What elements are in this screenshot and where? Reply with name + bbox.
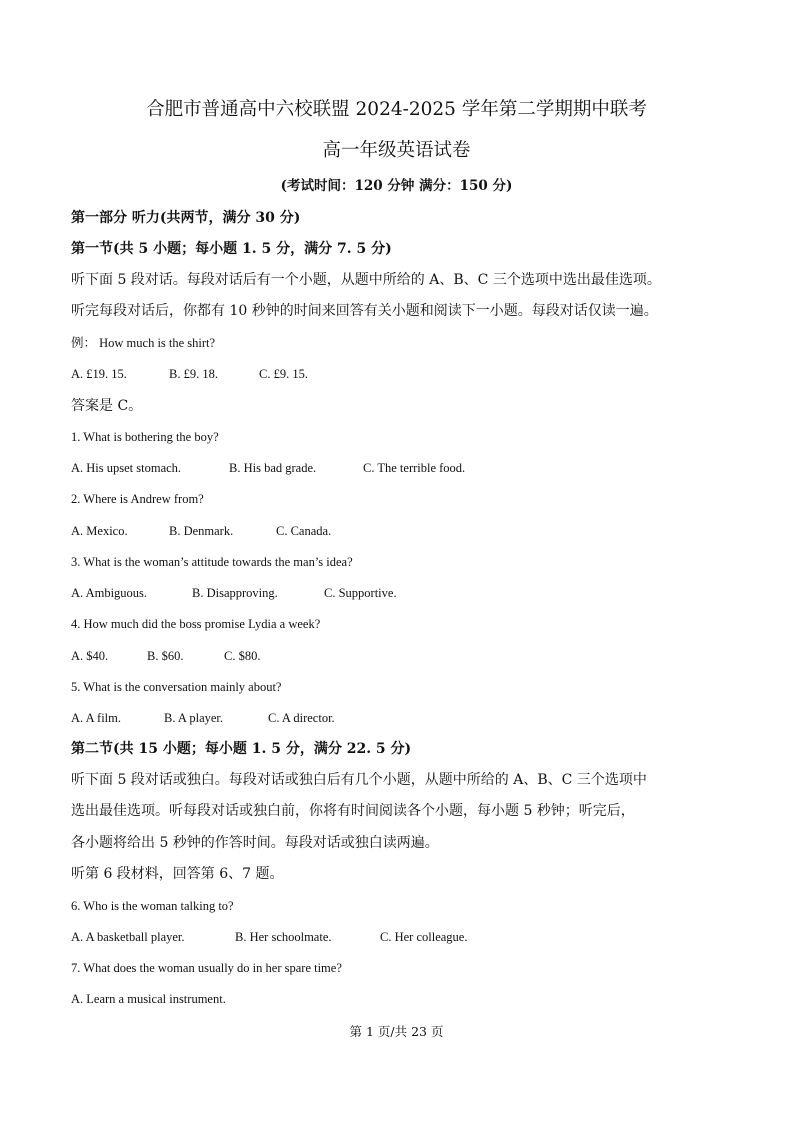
question-5-option-a: A. A film.	[71, 711, 122, 725]
part1-heading: 第一部分 听力(共两节，满分 30 分)	[71, 210, 301, 226]
question-7-options	[71, 993, 226, 1006]
question-2-option-b: B. Denmark.	[169, 524, 234, 538]
question-5-option-c: C. A director.	[268, 711, 335, 725]
question-4-options	[71, 650, 260, 663]
example-option-a: A. £19. 15.	[71, 367, 127, 381]
question-1-option-a: A. His upset stomach.	[71, 461, 182, 475]
question-6-option-b: B. Her schoolmate.	[235, 930, 332, 944]
question-5-options	[71, 712, 335, 725]
material-note: 听第 6 段材料，回答第 6、7 题。	[71, 866, 284, 882]
question-3-options	[71, 587, 397, 600]
example-options	[71, 368, 308, 381]
section1-instruction-1: 听下面 5 段对话。每段对话后有一个小题，从题中所给的 A、B、C 三个选项中选出最佳选项。	[71, 272, 661, 288]
example-answer: 答案是 C。	[71, 398, 143, 414]
question-3-option-c: C. Supportive.	[324, 586, 397, 600]
question-7: 7. What does the woman usually do in her spare time?	[71, 961, 342, 975]
question-2: 2. Where is Andrew from?	[71, 492, 204, 506]
question-5-option-b: B. A player.	[164, 711, 224, 725]
exam-info: (考试时间：120 分钟 满分：150 分)	[280, 178, 513, 194]
question-3-option-a: A. Ambiguous.	[71, 586, 148, 600]
question-4-option-b: B. $60.	[147, 649, 184, 663]
question-4: 4. How much did the boss promise Lydia a week?	[71, 617, 321, 631]
question-6-options	[71, 931, 467, 944]
question-2-option-a: A. Mexico.	[71, 524, 128, 538]
page-number: 第 1 页/共 23 页	[349, 1024, 444, 1039]
example-option-b: B. £9. 18.	[169, 367, 218, 381]
example-option-c: C. £9. 15.	[259, 367, 308, 381]
question-6-option-c: C. Her colleague.	[380, 930, 468, 944]
question-6: 6. Who is the woman talking to?	[71, 899, 234, 913]
question-1-options	[71, 462, 465, 475]
section2-instruction-1: 听下面 5 段对话或独白。每段对话或独白后有几个小题，从题中所给的 A、B、C 三个选项中	[71, 772, 647, 788]
exam-title: 合肥市普通高中六校联盟 2024-2025 学年第二学期期中联考	[146, 99, 647, 120]
question-1-option-b: B. His bad grade.	[229, 461, 317, 475]
question-4-option-c: C. $80.	[224, 649, 261, 663]
question-5: 5. What is the conversation mainly about?	[71, 680, 282, 694]
section2-heading: 第二节(共 15 小题；每小题 1. 5 分，满分 22. 5 分)	[71, 741, 412, 757]
question-2-option-c: C. Canada.	[276, 524, 332, 538]
question-1: 1. What is bothering the boy?	[71, 430, 219, 444]
question-4-option-a: A. $40.	[71, 649, 109, 663]
exam-subtitle: 高一年级英语试卷	[322, 140, 471, 161]
question-1-option-c: C. The terrible food.	[363, 461, 466, 475]
example-question: 例： How much is the shirt?	[71, 336, 216, 350]
section2-instruction-3: 各小题将给出 5 秒钟的作答时间。每段对话或独白读两遍。	[71, 835, 439, 851]
section1-heading: 第一节(共 5 小题；每小题 1. 5 分，满分 7. 5 分)	[71, 241, 392, 257]
question-7-option-a: A. Learn a musical instrument.	[71, 992, 226, 1006]
question-3: 3. What is the woman’s attitude towards the man’s idea?	[71, 555, 353, 569]
question-3-option-b: B. Disapproving.	[192, 586, 278, 600]
question-2-options	[71, 525, 331, 538]
question-6-option-a: A. A basketball player.	[71, 930, 185, 944]
section2-instruction-2: 选出最佳选项。听每段对话或独白前，你将有时间阅读各个小题，每小题 5 秒钟；听完后，	[71, 803, 635, 819]
section1-instruction-2: 听完每段对话后，你都有 10 秒钟的时间来回答有关小题和阅读下一小题。每段对话仅读一遍。	[71, 303, 658, 319]
